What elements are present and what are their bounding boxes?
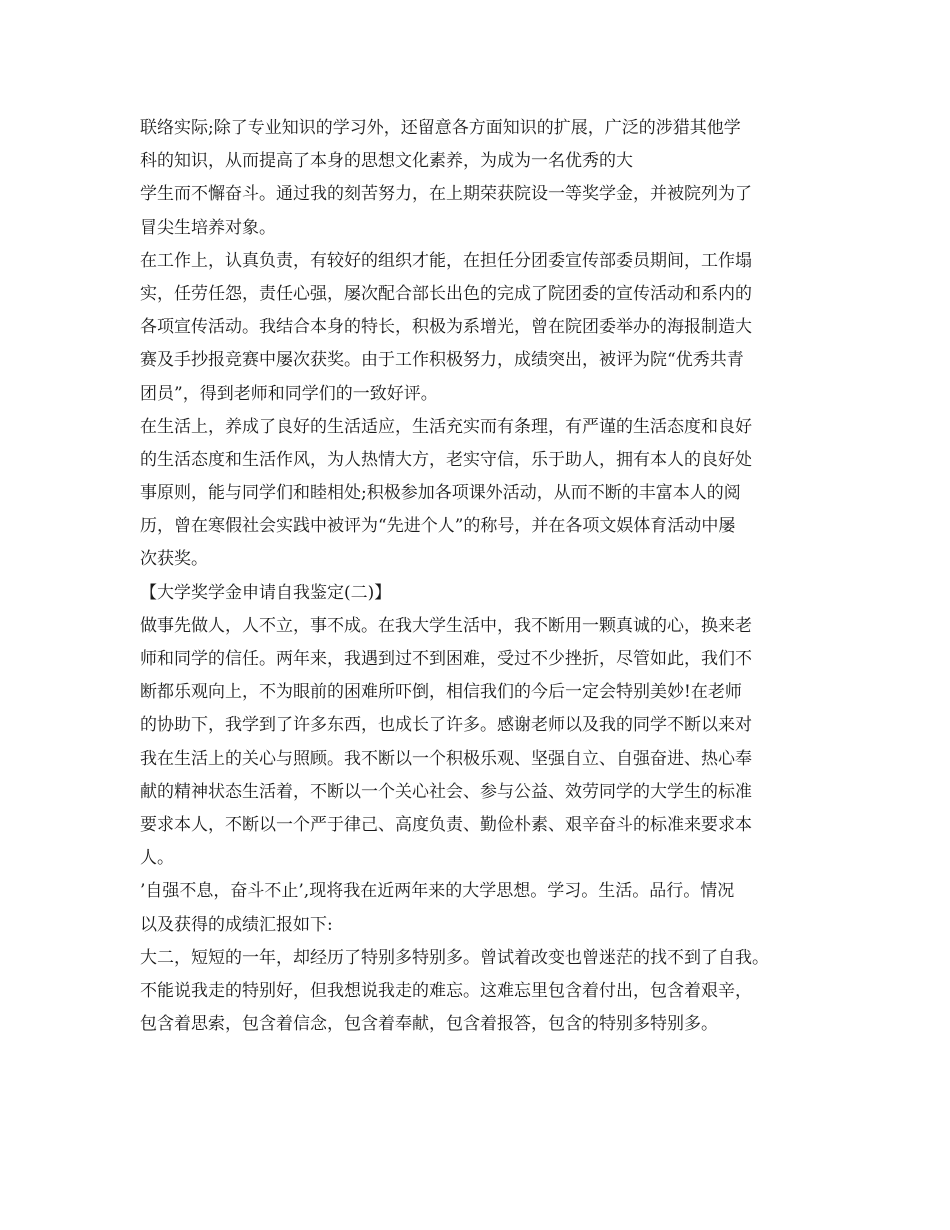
text-line: 联络实际;除了专业知识的学习外，还留意各方面知识的扩展，广泛的涉猎其他学 <box>140 118 741 138</box>
text-line: 不能说我走的特别好，但我想说我走的难忘。这难忘里包含着付出，包含着艰辛， <box>140 980 752 1001</box>
text-line: 赛及手抄报竞赛中屡次获奖。由于工作积极努力，成绩突出，被评为院“优秀共青 <box>140 350 744 371</box>
text-line: 的协助下，我学到了许多东西，也成长了许多。感谢老师以及我的同学不断以来对 <box>140 715 752 736</box>
section-heading: 【大学奖学金申请自我鉴定(二)】 <box>140 582 392 603</box>
text-line: 要求本人，不断以一个严于律己、高度负责、勤俭朴素、艰辛奋斗的标准来要求本 <box>140 814 752 835</box>
text-line: 次获奖。 <box>140 549 208 570</box>
text-line: 各项宣传活动。我结合本身的特长，积极为系增光，曾在院团委举办的海报制造大 <box>140 317 752 338</box>
text-line: 事原则，能与同学们和睦相处;积极参加各项课外活动，从而不断的丰富本人的阅 <box>140 483 741 504</box>
text-line: 献的精神状态生活着，不断以一个关心社会、参与公益、效劳同学的大学生的标准 <box>140 781 752 802</box>
text-line: 人。 <box>140 848 174 869</box>
text-line: 科的知识，从而提高了本身的思想文化素养，为成为一名优秀的大 <box>140 151 633 172</box>
text-line: 以及获得的成绩汇报如下: <box>140 914 333 935</box>
text-line: 我在生活上的关心与照顾。我不断以一个积极乐观、坚强自立、自强奋进、热心奉 <box>140 748 752 769</box>
text-line: 大二，短短的一年，却经历了特别多特别多。曾试着改变也曾迷茫的找不到了自我。 <box>140 947 769 968</box>
text-line: 包含着思索，包含着信念，包含着奉献，包含着报答，包含的特别多特别多。 <box>140 1014 718 1035</box>
text-line: 断都乐观向上，不为眼前的困难所吓倒，相信我们的今后一定会特别美妙!在老师 <box>140 682 742 703</box>
text-line: 师和同学的信任。两年来，我遇到过不到困难，受过不少挫折，尽管如此，我们不 <box>140 649 752 669</box>
text-line: 学生而不懈奋斗。通过我的刻苦努力，在上期荣获院设一等奖学金，并被院列为了 <box>140 184 752 205</box>
text-line: 冒尖生培养对象。 <box>140 217 276 238</box>
text-line: 在生活上，养成了良好的生活适应，生活充实而有条理，有严谨的生活态度和良好 <box>140 416 752 437</box>
body-text <box>140 112 840 1041</box>
text-line: 做事先做人，人不立，事不成。在我大学生活中，我不断用一颗真诚的心，换来老 <box>140 615 752 636</box>
text-line: 团员”，得到老师和同学们的一致好评。 <box>140 383 438 404</box>
text-line: 在工作上，认真负责，有较好的组织才能，在担任分团委宣传部委员期间，工作塌 <box>140 250 752 271</box>
text-line: 历，曾在寒假社会实践中被评为“先进个人”的称号，并在各项文娱体育活动中屡 <box>140 516 736 537</box>
text-line: 实，任劳任怨，责任心强，屡次配合部长出色的完成了院团委的宣传活动和系内的 <box>140 283 752 304</box>
text-line: ’自强不息，奋斗不止’,现将我在近两年来的大学思想。学习。生活。品行。情况 <box>140 881 735 902</box>
text-line: 的生活态度和生活作风，为人热情大方，老实守信，乐于助人，拥有本人的良好处 <box>140 449 752 470</box>
